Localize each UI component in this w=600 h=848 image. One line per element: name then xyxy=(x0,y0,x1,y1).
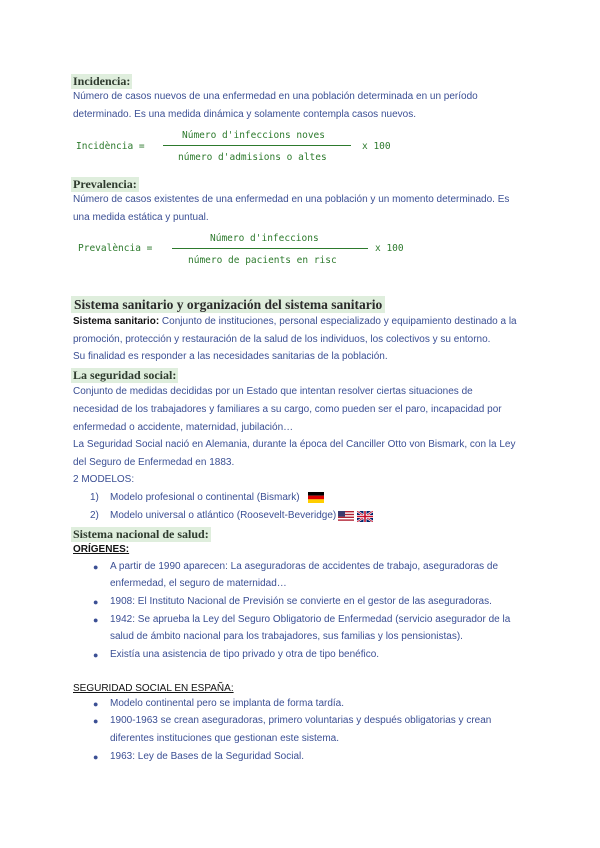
model-1-number: 1) xyxy=(90,492,99,503)
espana-item-3: 1963: Ley de Bases de la Seguridad Social. xyxy=(110,751,305,762)
sistema-line-3: Su finalidad es responder a las necesidades sanitarias de la población. xyxy=(73,351,388,362)
espana-item-2-line-2: diferentes instituciones que gestionan este sistema. xyxy=(110,733,340,744)
prevalencia-formula-factor: x 100 xyxy=(375,243,404,254)
origenes-item-3-line-2: salud de ámbito nacional para los trabajadores, sus familias y los pensionistas). xyxy=(110,631,463,642)
incidencia-fraction-bar xyxy=(163,145,351,146)
origenes-item-1-line-1: A partir de 1990 aparecen: La aseguradoras de accidentes de trabajo, aseguradoras de xyxy=(110,561,499,572)
incidencia-line-1: Número de casos nuevos de una enfermedad en una población determinada en un período xyxy=(73,91,478,102)
origenes-item-3-line-1: 1942: Se aprueba la Ley del Seguro Obligatorio de Enfermedad (servicio asegurador de la xyxy=(110,614,511,625)
heading-seguridad-social: La seguridad social: xyxy=(73,368,177,382)
bullet-dot: ● xyxy=(93,699,99,709)
uk-flag-icon xyxy=(357,511,373,522)
incidencia-formula-numerator: Número d'infeccions noves xyxy=(182,130,325,141)
model-2-text: Modelo universal o atlántico (Roosevelt-Beveridge) xyxy=(110,510,337,521)
bullet-dot: ● xyxy=(93,615,99,625)
prevalencia-formula-label: Prevalència = xyxy=(78,243,153,254)
espana-item-1: Modelo continental pero se implanta de forma tardía. xyxy=(110,698,345,709)
seguridad-line-1: Conjunto de medidas decididas por un Estado que intentan resolver ciertas situaciones de xyxy=(73,386,473,397)
espana-item-2-line-1: 1900-1963 se crean aseguradoras, primero voluntarias y después obligatorias y crean xyxy=(110,715,492,726)
seguridad-models-label: 2 MODELOS: xyxy=(73,474,135,485)
origenes-item-2: 1908: El Instituto Nacional de Previsión se convierte en el gestor de las aseguradoras. xyxy=(110,596,492,607)
usa-flag-icon xyxy=(338,511,354,522)
prevalencia-line-1: Número de casos existentes de una enfermedad en una población y un momento determinado. Es xyxy=(73,194,510,205)
heading-incidencia: Incidencia: xyxy=(73,74,131,88)
incidencia-line-2: determinado. Es una medida dinámica y solamente contempla casos nuevos. xyxy=(73,109,416,120)
bullet-dot: ● xyxy=(93,650,99,660)
seguridad-line-3: enfermedad o accidente, maternidad, jubilación… xyxy=(73,422,294,433)
seguridad-line-5: del Seguro de Enfermedad en 1883. xyxy=(73,457,235,468)
espana-heading: SEGURIDAD SOCIAL EN ESPAÑA: xyxy=(73,683,234,694)
model-1-text: Modelo profesional o continental (Bismark) xyxy=(110,492,300,503)
origenes-item-1-line-2: enfermedad, el seguro de maternidad… xyxy=(110,578,287,589)
sistema-line-1-rest: Conjunto de instituciones, personal especializado y equipamiento destinado a la xyxy=(159,316,517,327)
sistema-line-1 xyxy=(73,315,517,329)
heading-prevalencia: Prevalencia: xyxy=(73,177,137,191)
heading-sistema-nacional: Sistema nacional de salud: xyxy=(73,527,209,541)
prevalencia-formula-numerator: Número d'infeccions xyxy=(210,233,319,244)
bullet-dot: ● xyxy=(93,562,99,572)
seguridad-line-4: La Seguridad Social nació en Alemania, durante la época del Canciller Otto von Bismark, con la Ley xyxy=(73,439,516,450)
incidencia-formula-factor: x 100 xyxy=(362,141,391,152)
origenes-heading: ORÍGENES: xyxy=(73,544,130,555)
model-2-number: 2) xyxy=(90,510,99,521)
bullet-dot: ● xyxy=(93,597,99,607)
seguridad-line-2: necesidad de los trabajadores y familiares a su cargo, como pueden ser el paro, incapacidad por xyxy=(73,404,502,415)
prevalencia-formula-denominator: número de pacients en risc xyxy=(188,255,337,266)
incidencia-formula-denominator: número d'admisions o altes xyxy=(178,152,327,163)
prevalencia-fraction-bar xyxy=(172,248,368,249)
prevalencia-line-2: una medida estática y puntual. xyxy=(73,212,209,223)
germany-flag-icon xyxy=(308,492,324,503)
bullet-dot: ● xyxy=(93,716,99,726)
origenes-item-4: Existía una asistencia de tipo privado y otra de tipo benéfico. xyxy=(110,649,380,660)
sistema-term: Sistema sanitario: xyxy=(73,316,160,327)
heading-sistema-sanitario: Sistema sanitario y organización del sistema sanitario xyxy=(71,296,385,313)
incidencia-formula-label: Incidència = xyxy=(76,141,145,152)
bullet-dot: ● xyxy=(93,752,99,762)
sistema-line-2: promoción, protección y restauración de la salud de los individuos, los colectivos y su entorno. xyxy=(73,334,491,345)
